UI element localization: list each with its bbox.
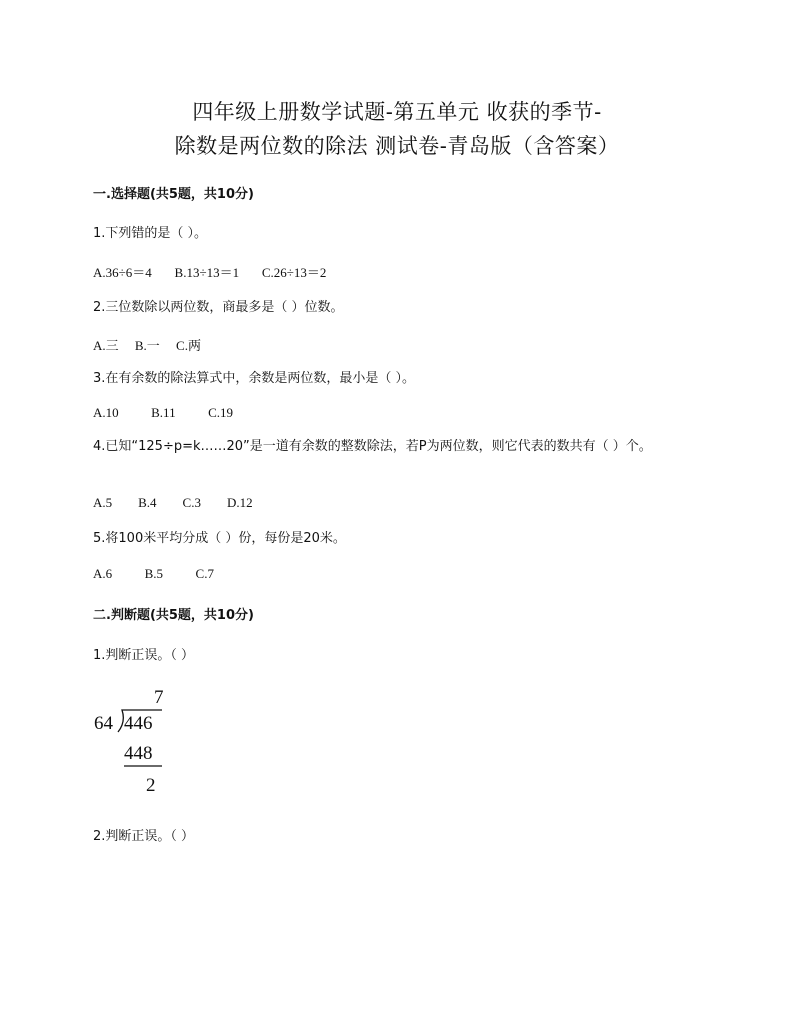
question-1: 1.下列错的是（ ）。 (93, 226, 208, 241)
judgement-question-2: 2.判断正误。（ ） (93, 829, 195, 844)
dividend-number: 446 (124, 713, 153, 734)
judgement-question-1: 1.判断正误。（ ） (93, 648, 195, 663)
long-division-figure (92, 684, 202, 804)
question-2: 2.三位数除以两位数，商最多是（ ）位数。 (93, 300, 344, 315)
question-4: 4.已知“125÷p=k……20”是一道有余数的整数除法，若P为两位数，则它代表的数共有（ ）个。 (93, 439, 652, 454)
document-title-line1: 四年级上册数学试题-第五单元 收获的季节- (192, 100, 602, 124)
divisor-number: 64 (94, 713, 113, 734)
product-number: 448 (124, 743, 153, 764)
question-2-options: A.三 B.一 C.两 (93, 338, 201, 353)
question-5-options: A.6 B.5 C.7 (93, 566, 214, 581)
question-4-options: A.5 B.4 C.3 D.12 (93, 495, 253, 510)
question-1-options: A.36÷6＝4 B.13÷13＝1 C.26÷13＝2 (93, 265, 327, 280)
remainder-number: 2 (146, 775, 156, 796)
question-3-options: A.10 B.11 C.19 (93, 405, 233, 420)
question-5: 5.将100米平均分成（ ）份，每份是20米。 (93, 531, 346, 546)
long-division-svg (92, 684, 202, 804)
section-heading-multiple-choice: 一.选择题(共5题，共10分) (93, 187, 254, 202)
section-heading-true-false: 二.判断题(共5题，共10分) (93, 608, 254, 623)
quotient-digit: 7 (154, 687, 164, 708)
question-3: 3.在有余数的除法算式中，余数是两位数，最小是（ ）。 (93, 371, 416, 386)
document-title-line2: 除数是两位数的除法 测试卷-青岛版（含答案） (174, 134, 620, 158)
